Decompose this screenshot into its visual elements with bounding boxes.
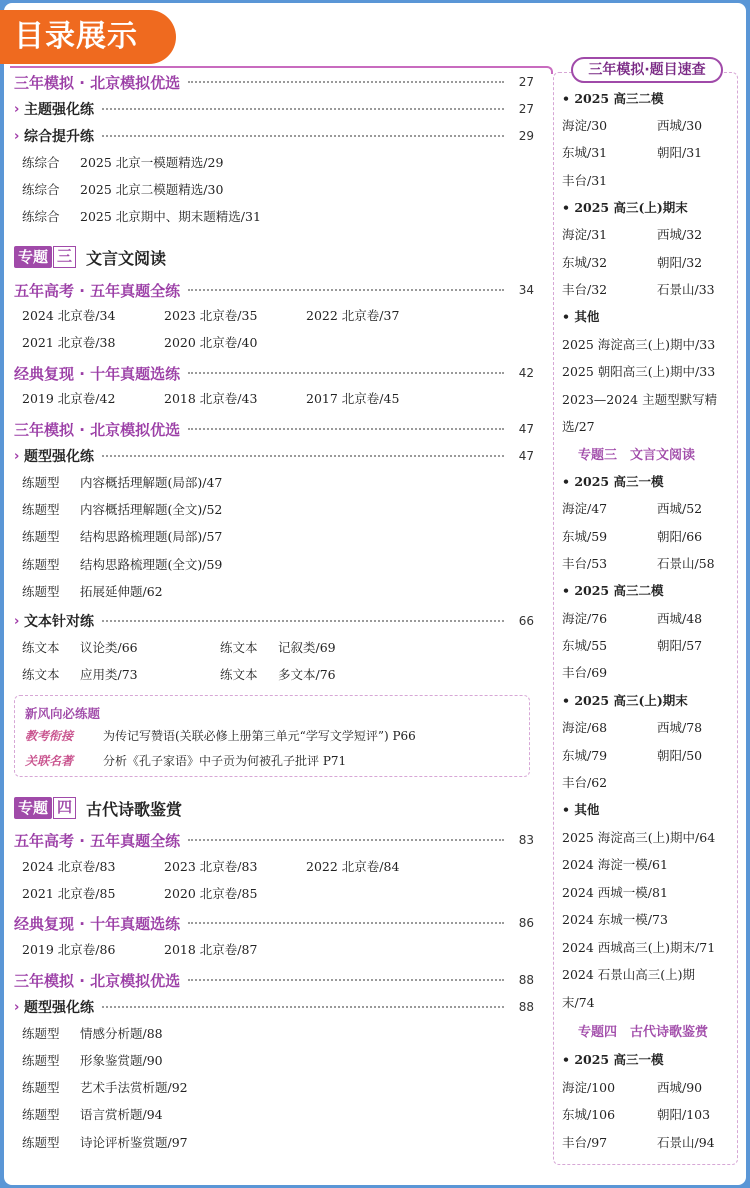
entry-text[interactable]: 练文本	[220, 640, 258, 655]
arrow-icon: ›	[14, 999, 20, 1015]
entry-text[interactable]: 练题型	[22, 1026, 60, 1041]
entry-row	[22, 884, 542, 906]
dot-leader	[102, 108, 504, 110]
entry-text[interactable]: 2021 北京卷/85	[22, 886, 116, 901]
lookup-entry[interactable]: 东城/31	[562, 145, 608, 160]
section-title: 三年模拟 · 北京模拟优选	[14, 420, 181, 439]
new-trend-text: 为传记写赞语(关联必修上册第三单元“学写文学短评”) P66	[103, 729, 416, 743]
lookup-category: • 2025 高三(上)期末	[562, 693, 688, 708]
dot-leader	[188, 81, 504, 83]
subsection-title: 题型强化练	[24, 1000, 94, 1016]
lookup-entry[interactable]: 西城/32	[657, 227, 703, 242]
entry-text[interactable]: 语言赏析题/94	[80, 1107, 163, 1122]
dot-leader	[188, 922, 504, 924]
lookup-entry[interactable]: 东城/55	[562, 638, 608, 653]
arrow-icon: ›	[14, 128, 20, 144]
entry-text[interactable]: 内容概括理解题(全文)/52	[80, 502, 223, 517]
entry-text[interactable]: 练题型	[22, 1080, 60, 1095]
subsection-row[interactable]	[14, 97, 534, 121]
dot-leader	[188, 289, 504, 291]
lookup-entry[interactable]: 朝阳/32	[657, 255, 703, 270]
entry-text[interactable]: 2025 北京期中、期末题精选/31	[80, 209, 261, 224]
lookup-entry[interactable]: 朝阳/50	[657, 748, 703, 763]
entry-text[interactable]: 练题型	[22, 529, 60, 544]
section-row[interactable]	[14, 828, 534, 852]
entry-text[interactable]: 练综合	[22, 209, 60, 224]
lookup-entry[interactable]: 2025 朝阳高三(上)期中/33	[562, 364, 716, 379]
topic-number: 三	[53, 246, 76, 268]
entry-text[interactable]: 2023 北京卷/35	[164, 308, 258, 323]
dot-leader	[188, 839, 504, 841]
entry-text[interactable]: 形象鉴赏题/90	[80, 1053, 163, 1068]
dot-leader	[102, 455, 504, 457]
lookup-entry[interactable]: 海淀/76	[562, 611, 608, 626]
entry-row	[22, 1133, 542, 1155]
section-title: 经典复现 · 十年真题选练	[14, 914, 181, 933]
lookup-entry[interactable]: 西城/30	[657, 118, 703, 133]
topic-badge: 专题	[14, 797, 52, 819]
lookup-entry[interactable]: 海淀/68	[562, 720, 608, 735]
entry-text[interactable]: 2020 北京卷/85	[164, 886, 258, 901]
topic-name: 文言文阅读	[86, 248, 167, 268]
page-number: 42	[518, 366, 534, 380]
lookup-entry[interactable]: 朝阳/31	[657, 145, 703, 160]
entry-text[interactable]: 2017 北京卷/45	[306, 391, 400, 406]
subsection-row[interactable]	[14, 444, 534, 468]
entry-row	[22, 665, 542, 687]
entry-text[interactable]: 练题型	[22, 475, 60, 490]
entry-row	[22, 153, 542, 175]
lookup-entry[interactable]: 末/74	[562, 995, 595, 1010]
subsection-title: 主题强化练	[24, 102, 94, 118]
dot-leader	[102, 620, 504, 622]
arrow-icon: ›	[14, 101, 20, 117]
lookup-entry[interactable]: 2023—2024 主题型默写精	[562, 392, 718, 407]
entry-text[interactable]: 2024 北京卷/34	[22, 308, 116, 323]
lookup-entry[interactable]: 海淀/31	[562, 227, 608, 242]
lookup-entry[interactable]: 丰台/97	[562, 1135, 608, 1150]
subsection-title: 综合提升练	[24, 129, 94, 145]
entry-text[interactable]: 练文本	[220, 667, 258, 682]
entry-text[interactable]: 2019 北京卷/86	[22, 942, 116, 957]
section-row[interactable]	[14, 70, 534, 94]
lookup-entry[interactable]: 海淀/100	[562, 1080, 616, 1095]
page-number: 88	[518, 1000, 534, 1014]
subsection-row[interactable]	[14, 609, 534, 633]
page-number: 29	[518, 129, 534, 143]
page-number: 66	[518, 614, 534, 628]
entry-text[interactable]: 2020 北京卷/40	[164, 335, 258, 350]
page-number: 88	[518, 973, 534, 987]
lookup-entry[interactable]: 丰台/32	[562, 282, 608, 297]
lookup-entry[interactable]: 选/27	[562, 419, 595, 434]
entry-text[interactable]: 2024 北京卷/83	[22, 859, 116, 874]
entry-row	[22, 333, 542, 355]
page-number: 27	[518, 75, 534, 89]
section-row[interactable]	[14, 417, 534, 441]
entry-text[interactable]: 拓展延伸题/62	[80, 584, 163, 599]
topic-heading	[14, 796, 182, 820]
page-number: 86	[518, 916, 534, 930]
lookup-entry[interactable]: 东城/32	[562, 255, 608, 270]
lookup-entry[interactable]: 2024 西城一模/81	[562, 885, 668, 900]
topic-heading	[14, 245, 166, 269]
entry-row	[22, 857, 542, 879]
lookup-entry[interactable]: 朝阳/57	[657, 638, 703, 653]
entry-text[interactable]: 诗论评析鉴赏题/97	[80, 1135, 188, 1150]
entry-text[interactable]: 练题型	[22, 1107, 60, 1122]
lookup-topic: 专题四 古代诗歌鉴赏	[578, 1025, 709, 1040]
lookup-entry[interactable]: 东城/79	[562, 748, 608, 763]
entry-row	[22, 1051, 542, 1073]
entry-text[interactable]: 2023 北京卷/83	[164, 859, 258, 874]
entry-row	[22, 1078, 542, 1100]
page-number: 47	[518, 449, 534, 463]
entry-text[interactable]: 练题型	[22, 584, 60, 599]
entry-text[interactable]: 艺术手法赏析题/92	[80, 1080, 188, 1095]
entry-row	[22, 555, 542, 577]
arrow-icon: ›	[14, 613, 20, 629]
entry-text[interactable]: 议论类/66	[80, 640, 138, 655]
entry-row	[22, 940, 542, 962]
section-row[interactable]	[14, 911, 534, 935]
entry-text[interactable]: 练题型	[22, 557, 60, 572]
subsection-row[interactable]	[14, 124, 534, 148]
entry-row	[22, 1105, 542, 1127]
new-trend-row	[25, 752, 346, 769]
entry-text[interactable]: 2021 北京卷/38	[22, 335, 116, 350]
dot-leader	[102, 135, 504, 137]
lookup-entry[interactable]: 2025 海淀高三(上)期中/33	[562, 337, 716, 352]
lookup-category: • 其他	[562, 802, 600, 817]
lookup-entry[interactable]: 海淀/30	[562, 118, 608, 133]
lookup-entry[interactable]: 丰台/62	[562, 775, 608, 790]
dot-leader	[188, 372, 504, 374]
entry-text[interactable]: 2018 北京卷/87	[164, 942, 258, 957]
entry-text[interactable]: 2022 北京卷/37	[306, 308, 400, 323]
entry-text[interactable]: 应用类/73	[80, 667, 138, 682]
lookup-entry[interactable]: 朝阳/103	[657, 1107, 711, 1122]
section-row[interactable]	[14, 278, 534, 302]
entry-row	[22, 1024, 542, 1046]
entry-text[interactable]: 2018 北京卷/43	[164, 391, 258, 406]
lookup-entry[interactable]: 2024 海淀一模/61	[562, 857, 668, 872]
entry-text[interactable]: 记叙类/69	[278, 640, 336, 655]
lookup-entry[interactable]: 海淀/47	[562, 501, 608, 516]
section-title: 经典复现 · 十年真题选练	[14, 364, 181, 383]
lookup-category: • 2025 高三二模	[562, 91, 664, 106]
new-trend-box	[14, 695, 530, 777]
lookup-category: • 2025 高三(上)期末	[562, 200, 688, 215]
subsection-row[interactable]	[14, 995, 534, 1019]
quick-lookup-title: 三年模拟·题目速查	[571, 57, 723, 83]
new-trend-title: 新风向必练题	[25, 706, 101, 721]
entry-text[interactable]: 结构思路梳理题(全文)/59	[80, 557, 223, 572]
entry-text[interactable]: 2019 北京卷/42	[22, 391, 116, 406]
lookup-category: • 2025 高三二模	[562, 583, 664, 598]
lookup-entry[interactable]: 石景山/94	[657, 1135, 715, 1150]
lookup-entry[interactable]: 东城/59	[562, 529, 608, 544]
dot-leader	[102, 1006, 504, 1008]
entry-text[interactable]: 练文本	[22, 640, 60, 655]
entry-row	[22, 582, 542, 604]
lookup-entry[interactable]: 西城/90	[657, 1080, 703, 1095]
entry-row	[22, 306, 542, 328]
entry-text[interactable]: 结构思路梳理题(局部)/57	[80, 529, 223, 544]
entry-text[interactable]: 2025 北京二模题精选/30	[80, 182, 224, 197]
lookup-entry[interactable]: 2025 海淀高三(上)期中/64	[562, 830, 716, 845]
section-title: 三年模拟 · 北京模拟优选	[14, 971, 181, 990]
entry-text[interactable]: 练题型	[22, 1053, 60, 1068]
lookup-entry[interactable]: 2024 西城高三(上)期末/71	[562, 940, 716, 955]
lookup-entry[interactable]: 石景山/33	[657, 282, 715, 297]
entry-text[interactable]: 练题型	[22, 1135, 60, 1150]
entry-text[interactable]: 情感分析题/88	[80, 1026, 163, 1041]
topic-name: 古代诗歌鉴赏	[86, 799, 183, 819]
entry-row	[22, 207, 542, 229]
page-number: 83	[518, 833, 534, 847]
entry-text[interactable]: 内容概括理解题(局部)/47	[80, 475, 223, 490]
entry-row	[22, 389, 542, 411]
entry-text[interactable]: 多文本/76	[278, 667, 336, 682]
dot-leader	[188, 428, 504, 430]
lookup-category: • 其他	[562, 309, 600, 324]
subsection-title: 文本针对练	[24, 614, 94, 630]
section-row[interactable]	[14, 968, 534, 992]
lookup-entry[interactable]: 2024 石景山高三(上)期	[562, 967, 696, 982]
section-title: 三年模拟 · 北京模拟优选	[14, 73, 181, 92]
entry-text[interactable]: 练综合	[22, 155, 60, 170]
lookup-entry[interactable]: 2024 东城一模/73	[562, 912, 668, 927]
lookup-entry[interactable]: 石景山/58	[657, 556, 715, 571]
entry-text[interactable]: 练综合	[22, 182, 60, 197]
section-title: 五年高考 · 五年真题全练	[14, 281, 181, 300]
lookup-entry[interactable]: 西城/48	[657, 611, 703, 626]
entry-row	[22, 527, 542, 549]
lookup-entry[interactable]: 西城/52	[657, 501, 703, 516]
new-trend-key: 教考衔接	[25, 729, 74, 743]
lookup-entry[interactable]: 东城/106	[562, 1107, 616, 1122]
new-trend-row	[25, 727, 416, 744]
lookup-topic: 专题三 文言文阅读	[578, 448, 696, 463]
dot-leader	[188, 979, 504, 981]
entry-text[interactable]: 2022 北京卷/84	[306, 859, 400, 874]
entry-text[interactable]: 练文本	[22, 667, 60, 682]
subsection-title: 题型强化练	[24, 449, 94, 465]
entry-text[interactable]: 练题型	[22, 502, 60, 517]
entry-row	[22, 180, 542, 202]
new-trend-key: 关联名著	[25, 754, 74, 768]
topic-badge: 专题	[14, 246, 52, 268]
page-number: 47	[518, 422, 534, 436]
lookup-category: • 2025 高三一模	[562, 474, 664, 489]
lookup-entry[interactable]: 西城/78	[657, 720, 703, 735]
lookup-entry[interactable]: 丰台/69	[562, 665, 608, 680]
topic-number: 四	[53, 797, 76, 819]
lookup-entry[interactable]: 丰台/31	[562, 173, 608, 188]
header-title: 目录展示	[0, 10, 176, 64]
lookup-entry[interactable]: 朝阳/66	[657, 529, 703, 544]
section-row[interactable]	[14, 361, 534, 385]
lookup-entry[interactable]: 丰台/53	[562, 556, 608, 571]
section-title: 五年高考 · 五年真题全练	[14, 831, 181, 850]
page-number: 27	[518, 102, 534, 116]
arrow-icon: ›	[14, 448, 20, 464]
entry-text[interactable]: 2025 北京一模题精选/29	[80, 155, 224, 170]
entry-row	[22, 473, 542, 495]
new-trend-text: 分析《孔子家语》中子贡为何被孔子批评 P71	[103, 754, 347, 768]
entry-row	[22, 500, 542, 522]
lookup-category: • 2025 高三一模	[562, 1052, 664, 1067]
page-number: 34	[518, 283, 534, 297]
entry-row	[22, 638, 542, 660]
